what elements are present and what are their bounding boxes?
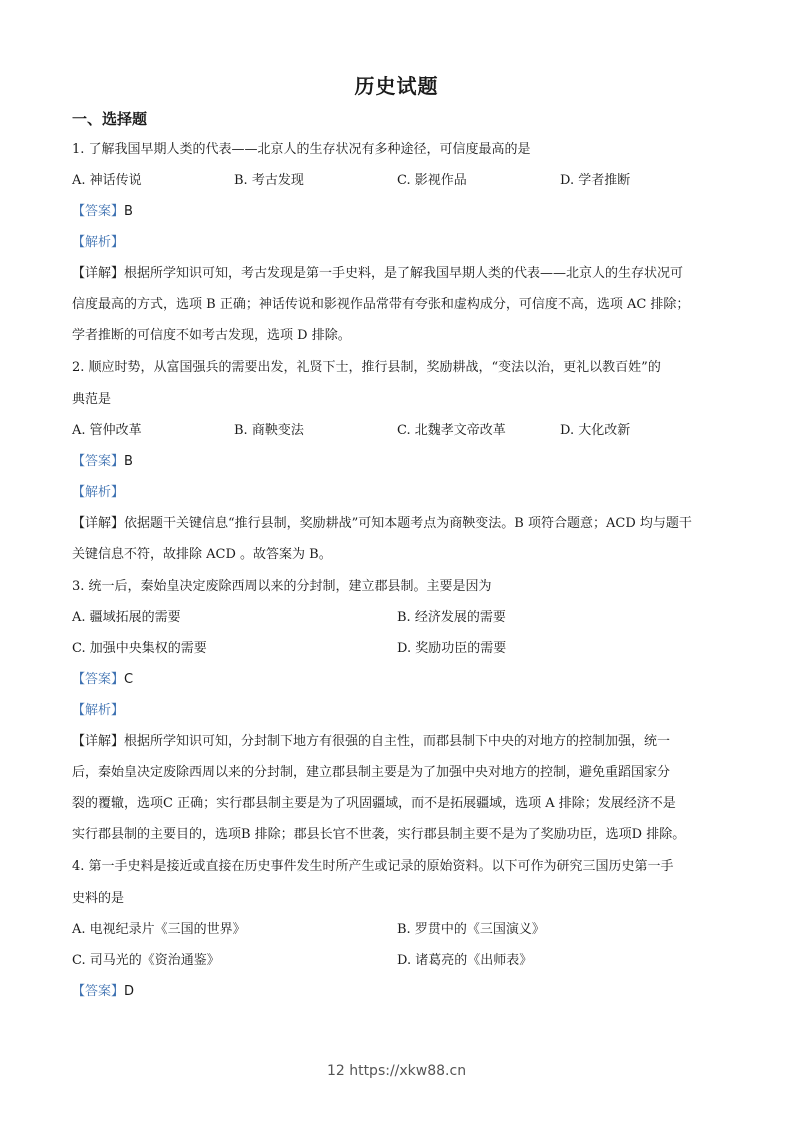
- detail-label: 【详解】: [72, 734, 125, 749]
- q1-analysis: [72, 234, 124, 252]
- answer-value: B: [124, 204, 133, 219]
- question-2-stem-line-2: 典范是: [72, 392, 112, 407]
- answer-label: 【答案】: [72, 204, 125, 219]
- q3-answer: [72, 671, 133, 689]
- answer-label: 【答案】: [72, 672, 125, 687]
- answer-label: 【答案】: [72, 454, 125, 469]
- q3-option-c: C. 加强中央集权的需要: [72, 641, 207, 656]
- q1-answer: [72, 203, 133, 221]
- q1-option-a: A. 神话传说: [72, 173, 142, 188]
- q4-option-d: D. 诸葛亮的《出师表》: [397, 953, 533, 968]
- q1-option-b: B. 考古发现: [234, 173, 304, 188]
- q2-option-c: C. 北魏孝文帝改革: [397, 423, 506, 438]
- q1-detail-line-3: 学者推断的可信度不如考古发现，选项 D 排除。: [72, 328, 351, 343]
- section-heading: 一、选择题: [72, 110, 148, 128]
- question-4-stem-line-1: 4. 第一手史料是接近或直接在历史事件发生时所产生或记录的原始资料。以下可作为研究三国历史第一手: [72, 859, 674, 874]
- question-4-stem-line-2: 史料的是: [72, 891, 125, 906]
- answer-value: D: [124, 984, 135, 999]
- answer-value: C: [124, 672, 134, 687]
- q3-option-a: A. 疆域拓展的需要: [72, 610, 181, 625]
- q4-option-b: B. 罗贯中的《三国演义》: [397, 922, 545, 937]
- q1-option-c: C. 影视作品: [397, 173, 467, 188]
- analysis-label: 【解析】: [72, 703, 125, 718]
- answer-label: 【答案】: [72, 984, 125, 999]
- q3-option-b: B. 经济发展的需要: [397, 610, 506, 625]
- detail-text: 根据所学知识可知，分封制下地方有很强的自主性，而郡县制下中央的对地方的控制加强，统一: [124, 734, 671, 749]
- q2-option-b: B. 商鞅变法: [234, 423, 304, 438]
- question-1-stem: 1. 了解我国早期人类的代表——北京人的生存状况有多种途径，可信度最高的是: [72, 142, 531, 157]
- detail-label: 【详解】: [72, 266, 125, 281]
- page-footer: 12 https://xkw88.cn: [326, 1063, 467, 1079]
- page-title: 历史试题: [354, 74, 439, 98]
- q3-detail-line-3: 裂的覆辙，选项C 正确；实行郡县制主要是为了巩固疆域，而不是拓展疆域，选项 A 排除；发展经济不是: [72, 796, 676, 811]
- q3-detail-line-4: 实行郡县制的主要目的，选项B 排除；郡县长官不世袭，实行郡县制主要不是为了奖励功臣，选项D 排除。: [72, 827, 686, 842]
- q1-detail-line-2: 信度最高的方式，选项 B 正确；神话传说和影视作品常带有夸张和虚构成分，可信度不高，选项 AC 排除；: [72, 297, 690, 312]
- q2-answer: [72, 453, 133, 471]
- question-3-stem: 3. 统一后，秦始皇决定废除西周以来的分封制，建立郡县制。主要是因为: [72, 579, 492, 594]
- answer-value: B: [124, 454, 133, 469]
- question-2-stem-line-1: 2. 顺应时势，从富国强兵的需要出发，礼贤下士，推行县制，奖励耕战，“变法以治，更礼以教百姓”的: [72, 360, 661, 375]
- q4-option-a: A. 电视纪录片《三国的世界》: [72, 922, 246, 937]
- q2-option-d: D. 大化改新: [560, 423, 631, 438]
- q1-option-d: D. 学者推断: [560, 173, 631, 188]
- detail-text: 依据题干关键信息“推行县制，奖励耕战”可知本题考点为商鞅变法。B 项符合题意；ACD 均与题干: [124, 516, 692, 531]
- q4-option-c: C. 司马光的《资治通鉴》: [72, 953, 220, 968]
- q4-answer: [72, 983, 134, 1001]
- q2-analysis: [72, 484, 124, 502]
- detail-label: 【详解】: [72, 516, 125, 531]
- q3-analysis: [72, 702, 124, 720]
- analysis-label: 【解析】: [72, 235, 125, 250]
- q3-detail-line-2: 后，秦始皇决定废除西周以来的分封制，建立郡县制主要是为了加强中央对地方的控制，避免重蹈国家分: [72, 765, 671, 780]
- q2-detail-line-1: [72, 515, 692, 533]
- analysis-label: 【解析】: [72, 485, 125, 500]
- q3-detail-line-1: [72, 733, 670, 751]
- detail-text: 根据所学知识可知，考古发现是第一手史料，是了解我国早期人类的代表——北京人的生存状况可: [124, 266, 684, 281]
- q2-option-a: A. 管仲改革: [72, 423, 142, 438]
- q1-detail-line-1: [72, 265, 683, 283]
- q2-detail-line-2: 关键信息不符，故排除 ACD 。故答案为 B。: [72, 547, 332, 562]
- q3-option-d: D. 奖励功臣的需要: [397, 641, 507, 656]
